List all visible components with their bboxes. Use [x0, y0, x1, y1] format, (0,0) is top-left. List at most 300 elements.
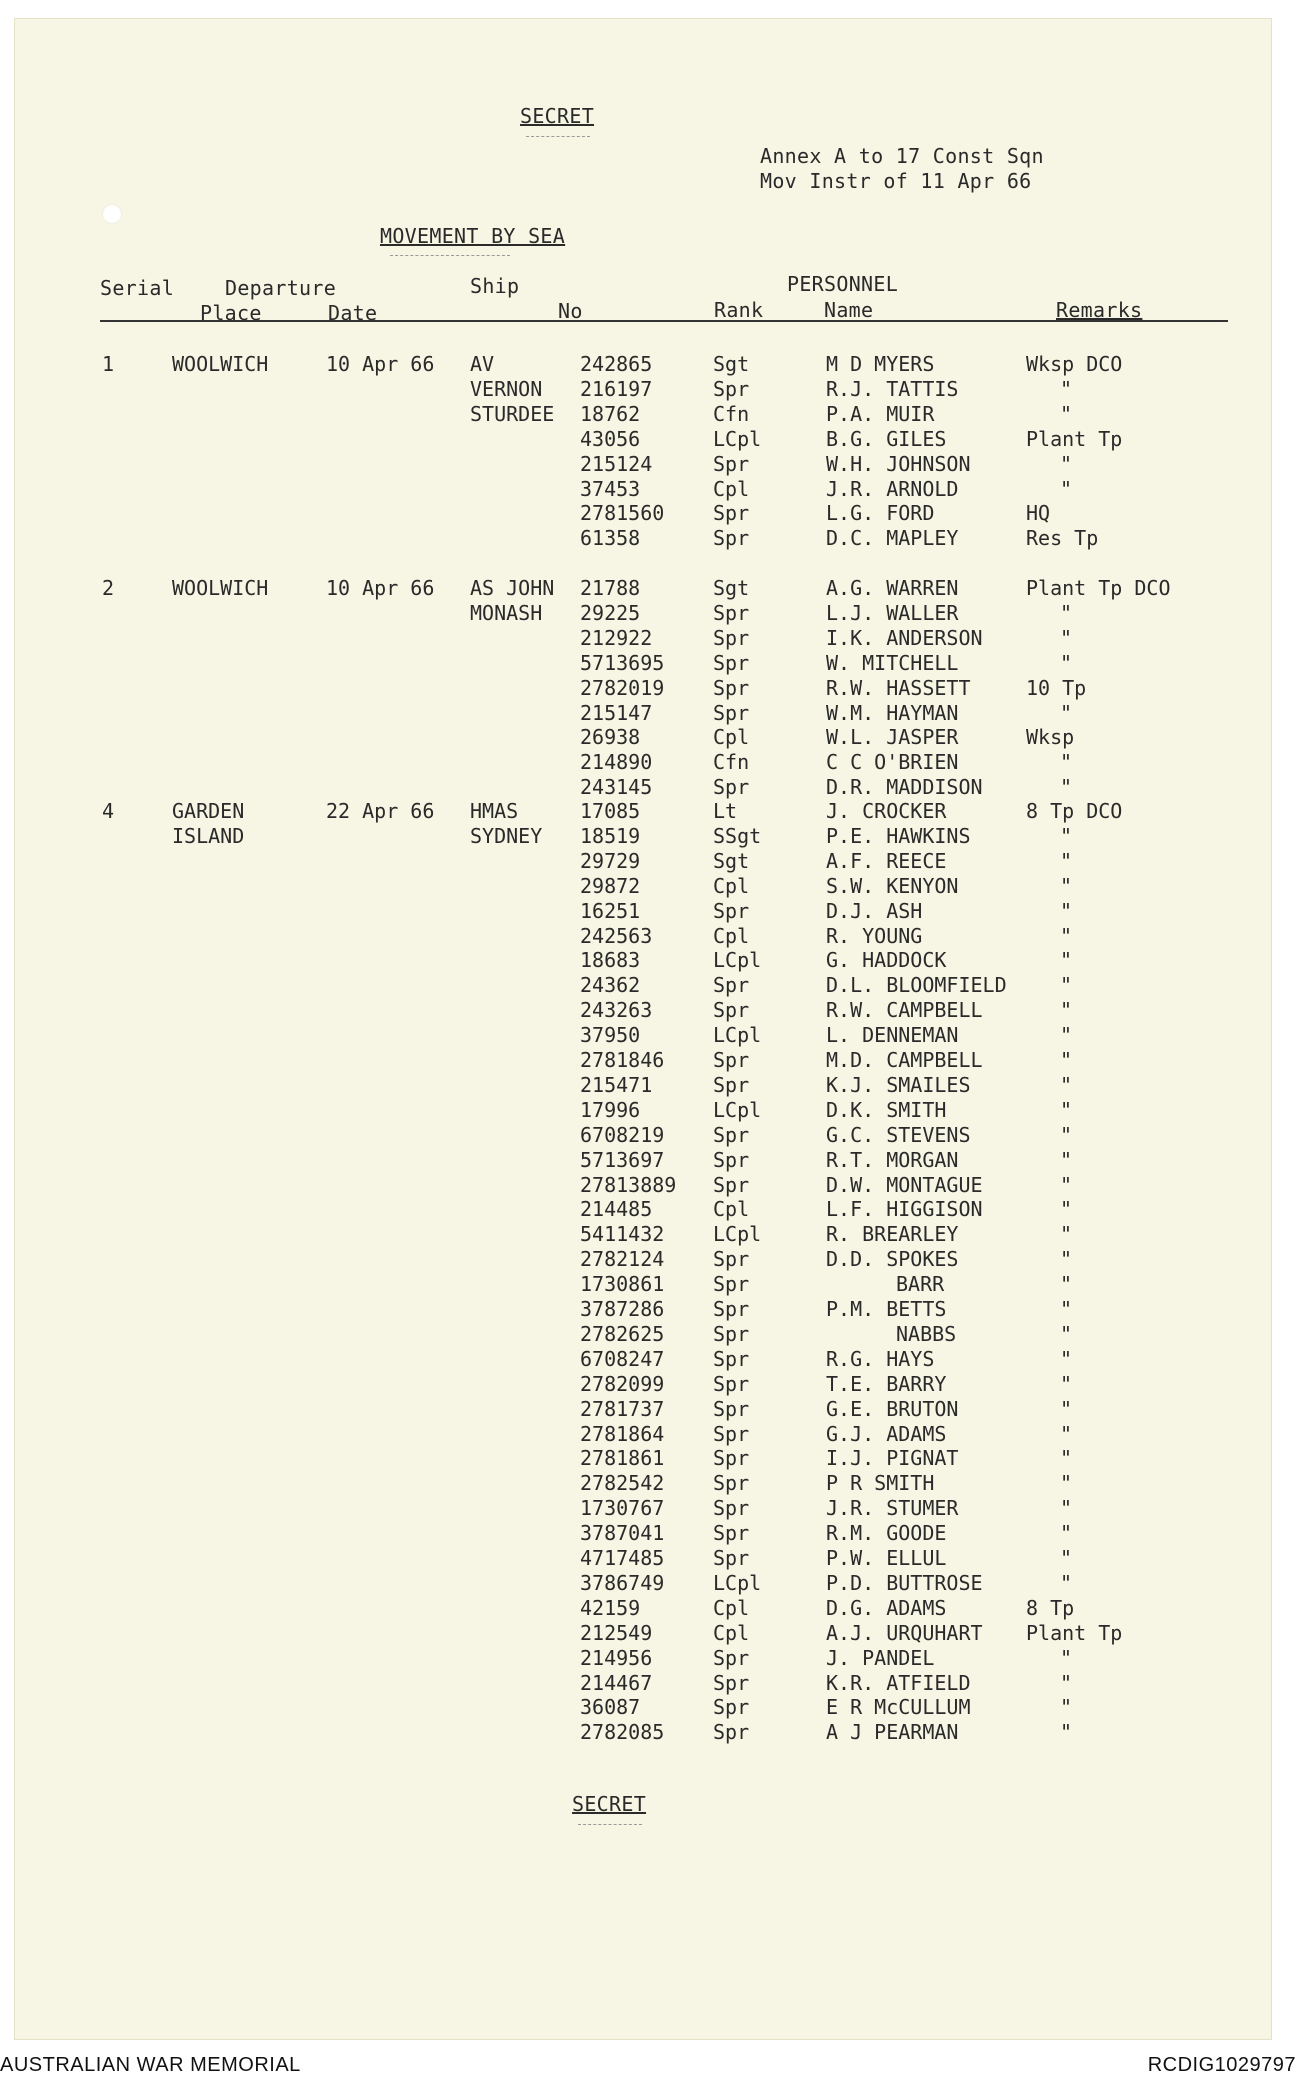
- person-name: D.R. MADDISON: [826, 775, 983, 800]
- table-row: [14, 849, 1272, 874]
- remarks: ": [1060, 848, 1073, 873]
- person-name: P R SMITH: [826, 1471, 935, 1496]
- rank: Sgt: [713, 352, 750, 376]
- service-number: 29225: [580, 600, 641, 625]
- rank: Spr: [713, 625, 750, 650]
- ship-name: STURDEE: [470, 401, 555, 426]
- table-row: [14, 1422, 1272, 1447]
- table-row: [14, 427, 1272, 452]
- rank: LCpl: [713, 1222, 762, 1247]
- person-name: J. CROCKER: [826, 799, 947, 823]
- table-row: [14, 1471, 1272, 1496]
- rank: Spr: [713, 898, 750, 923]
- table-row: [14, 1322, 1272, 1347]
- service-number: 2781737: [580, 1396, 665, 1421]
- table-row: [14, 1646, 1272, 1671]
- rank: LCpl: [713, 1097, 762, 1122]
- service-number: 243263: [580, 998, 653, 1023]
- rank: Spr: [713, 1048, 750, 1072]
- footer-record-id: RCDIG1029797: [1147, 2054, 1296, 2076]
- departure-place: WOOLWICH: [172, 576, 269, 600]
- person-name: A.F. REECE: [826, 848, 947, 873]
- rank: Spr: [713, 775, 750, 800]
- rank: Spr: [713, 1670, 750, 1695]
- service-number: 36087: [580, 1695, 641, 1720]
- table-row: [14, 899, 1272, 924]
- service-number: 3787286: [580, 1297, 665, 1321]
- remarks: ": [1060, 376, 1073, 401]
- table-row: [14, 626, 1272, 651]
- service-number: 37950: [580, 1023, 641, 1048]
- serial-number: 1: [102, 352, 115, 376]
- rank: LCpl: [713, 426, 762, 451]
- remarks: ": [1060, 1570, 1073, 1595]
- service-number: 26938: [580, 725, 641, 750]
- rank: Spr: [713, 1321, 750, 1346]
- col-personnel: PERSONNEL: [787, 272, 899, 296]
- person-name: J.R. ARNOLD: [826, 476, 959, 501]
- person-name: K.J. SMAILES: [826, 1072, 971, 1097]
- col-date: Date: [328, 301, 378, 325]
- service-number: 4717485: [580, 1546, 665, 1570]
- service-number: 3786749: [580, 1570, 665, 1595]
- person-name: W.L. JASPER: [826, 725, 959, 750]
- rank: Cpl: [713, 725, 750, 750]
- rank: Lt: [713, 799, 738, 823]
- table-row: [14, 799, 1272, 824]
- col-rank: Rank: [714, 298, 764, 322]
- table-row: [14, 1720, 1272, 1745]
- rank: Spr: [713, 998, 750, 1023]
- service-number: 5713695: [580, 650, 665, 675]
- divider: [578, 1824, 642, 1825]
- rank: Spr: [713, 1720, 750, 1745]
- service-number: 1730861: [580, 1272, 665, 1297]
- rank: Cpl: [713, 1595, 750, 1620]
- service-number: 18519: [580, 823, 641, 848]
- service-number: 27813889: [580, 1172, 677, 1197]
- service-number: 17085: [580, 799, 641, 823]
- service-number: 215124: [580, 451, 653, 476]
- service-number: 16251: [580, 898, 641, 923]
- rank: Spr: [713, 526, 750, 551]
- table-row: [14, 1596, 1272, 1621]
- remarks: Plant Tp DCO: [1026, 576, 1171, 600]
- table-row: [14, 1048, 1272, 1073]
- remarks: ": [1060, 1172, 1073, 1197]
- remarks: ": [1060, 1421, 1073, 1446]
- remarks: Plant Tp: [1026, 1620, 1123, 1645]
- person-name: A J PEARMAN: [826, 1720, 959, 1745]
- service-number: 37453: [580, 476, 641, 501]
- remarks: ": [1060, 1720, 1073, 1745]
- service-number: 6708219: [580, 1122, 665, 1147]
- person-name: L. DENNEMAN: [826, 1023, 959, 1048]
- remarks: ": [1060, 1396, 1073, 1421]
- table-row: [14, 824, 1272, 849]
- table-row: [14, 1546, 1272, 1571]
- table-row: [14, 1247, 1272, 1272]
- person-name: W.H. JOHNSON: [826, 451, 971, 476]
- service-number: 61358: [580, 526, 641, 551]
- service-number: 212922: [580, 625, 653, 650]
- table-row: [14, 1098, 1272, 1123]
- remarks: ": [1060, 1371, 1073, 1396]
- rank: LCpl: [713, 1023, 762, 1048]
- person-name: D.L. BLOOMFIELD: [826, 973, 1007, 998]
- service-number: 5411432: [580, 1222, 665, 1247]
- person-name: P.E. HAWKINS: [826, 823, 971, 848]
- col-place: Place: [200, 301, 262, 325]
- table-row: [14, 1123, 1272, 1148]
- person-name: T.E. BARRY: [826, 1371, 947, 1396]
- col-ship: Ship: [470, 274, 520, 298]
- remarks: 8 Tp: [1026, 1595, 1075, 1620]
- remarks: ": [1060, 1521, 1073, 1546]
- remarks: ": [1060, 1297, 1073, 1321]
- col-remarks: Remarks: [1056, 298, 1143, 322]
- person-name: P.A. MUIR: [826, 401, 935, 426]
- remarks: ": [1060, 1272, 1073, 1297]
- service-number: 1730767: [580, 1496, 665, 1521]
- rank: Spr: [713, 1695, 750, 1720]
- person-name: R. BREARLEY: [826, 1222, 959, 1247]
- remarks: ": [1060, 625, 1073, 650]
- remarks: ": [1060, 1670, 1073, 1695]
- table-row: [14, 1521, 1272, 1546]
- person-name: G.E. BRUTON: [826, 1396, 959, 1421]
- service-number: 214956: [580, 1645, 653, 1670]
- service-number: 2782542: [580, 1471, 665, 1496]
- service-number: 2781861: [580, 1446, 665, 1471]
- person-name: L.G. FORD: [826, 501, 935, 526]
- remarks: ": [1060, 998, 1073, 1023]
- table-row: [14, 1272, 1272, 1297]
- person-name: I.K. ANDERSON: [826, 625, 983, 650]
- rank: Cpl: [713, 923, 750, 948]
- remarks: ": [1060, 1496, 1073, 1521]
- page-title: MOVEMENT BY SEA: [380, 224, 566, 248]
- service-number: 42159: [580, 1595, 641, 1620]
- service-number: 242563: [580, 923, 653, 948]
- divider: [390, 255, 510, 256]
- remarks: ": [1060, 1546, 1073, 1570]
- remarks: ": [1060, 1048, 1073, 1072]
- rank: Spr: [713, 1371, 750, 1396]
- person-name: D.J. ASH: [826, 898, 923, 923]
- rank: Spr: [713, 1496, 750, 1521]
- header-rule: [100, 320, 1228, 322]
- rank: Spr: [713, 600, 750, 625]
- remarks: ": [1060, 1321, 1073, 1346]
- remarks: ": [1060, 898, 1073, 923]
- remarks: ": [1060, 873, 1073, 898]
- service-number: 243145: [580, 775, 653, 800]
- rank: Spr: [713, 700, 750, 725]
- service-number: 21788: [580, 576, 641, 600]
- service-number: 2782019: [580, 675, 665, 700]
- remarks: ": [1060, 775, 1073, 800]
- departure-place: GARDEN: [172, 799, 245, 823]
- remarks: ": [1060, 1222, 1073, 1247]
- remarks: ": [1060, 923, 1073, 948]
- person-name: J.R. STUMER: [826, 1496, 959, 1521]
- table-row: [14, 725, 1272, 750]
- remarks: ": [1060, 600, 1073, 625]
- table-row: [14, 1671, 1272, 1696]
- person-name: D.C. MAPLEY: [826, 526, 959, 551]
- rank: Sgt: [713, 848, 750, 873]
- service-number: 29872: [580, 873, 641, 898]
- remarks: ": [1060, 1645, 1073, 1670]
- remarks: 10 Tp: [1026, 675, 1087, 700]
- person-name: R.J. TATTIS: [826, 376, 959, 401]
- ship-name: AS JOHN: [470, 576, 555, 600]
- person-name: D.K. SMITH: [826, 1097, 947, 1122]
- document-page: [14, 18, 1272, 2040]
- person-name: M D MYERS: [826, 352, 935, 376]
- remarks: ": [1060, 451, 1073, 476]
- service-number: 6708247: [580, 1346, 665, 1371]
- divider: [526, 136, 590, 137]
- rank: Cpl: [713, 476, 750, 501]
- remarks: ": [1060, 823, 1073, 848]
- service-number: 3787041: [580, 1521, 665, 1546]
- remarks: ": [1060, 1147, 1073, 1172]
- table-row: [14, 477, 1272, 502]
- person-name: G.J. ADAMS: [826, 1421, 947, 1446]
- service-number: 2782625: [580, 1321, 665, 1346]
- col-name: Name: [824, 298, 874, 322]
- table-row: [14, 1695, 1272, 1720]
- person-name: I.J. PIGNAT: [826, 1446, 959, 1471]
- annex-line-2: Mov Instr of 11 Apr 66: [760, 169, 1032, 193]
- table-row: [14, 1372, 1272, 1397]
- person-name: R.T. MORGAN: [826, 1147, 959, 1172]
- service-number: 2781560: [580, 501, 665, 526]
- rank: Spr: [713, 1546, 750, 1570]
- rank: Spr: [713, 451, 750, 476]
- remarks: ": [1060, 1346, 1073, 1371]
- table-row: [14, 701, 1272, 726]
- service-number: 212549: [580, 1620, 653, 1645]
- col-departure: Departure: [225, 276, 337, 300]
- table-row: [14, 1297, 1272, 1322]
- ship-name: SYDNEY: [470, 823, 543, 848]
- rank: Spr: [713, 1122, 750, 1147]
- remarks: ": [1060, 1122, 1073, 1147]
- person-name: D.G. ADAMS: [826, 1595, 947, 1620]
- person-name: G.C. STEVENS: [826, 1122, 971, 1147]
- rank: Spr: [713, 973, 750, 998]
- serial-number: 4: [102, 799, 115, 823]
- person-name: A.G. WARREN: [826, 576, 959, 600]
- col-serial: Serial: [100, 276, 175, 300]
- table-row: [14, 948, 1272, 973]
- rank: Cpl: [713, 1197, 750, 1222]
- classification-bottom: SECRET: [572, 1792, 647, 1816]
- rank: Sgt: [713, 576, 750, 600]
- person-name: L.F. HIGGISON: [826, 1197, 983, 1222]
- annex-line-1: Annex A to 17 Const Sqn: [760, 144, 1044, 168]
- table-row: [14, 1073, 1272, 1098]
- service-number: 2782124: [580, 1247, 665, 1272]
- person-name: M.D. CAMPBELL: [826, 1048, 983, 1072]
- person-name: J. PANDEL: [826, 1645, 935, 1670]
- table-row: [14, 775, 1272, 800]
- rank: Cfn: [713, 401, 750, 426]
- departure-date: 22 Apr 66: [326, 799, 435, 823]
- rank: Spr: [713, 1297, 750, 1321]
- rank: Spr: [713, 1072, 750, 1097]
- remarks: ": [1060, 1097, 1073, 1122]
- person-name: P.W. ELLUL: [826, 1546, 947, 1570]
- person-name: NABBS: [896, 1321, 957, 1346]
- punch-hole: [102, 204, 122, 224]
- table-row: [14, 1397, 1272, 1422]
- remarks: ": [1060, 1072, 1073, 1097]
- table-row: [14, 1571, 1272, 1596]
- table-row: [14, 651, 1272, 676]
- remarks: 8 Tp DCO: [1026, 799, 1123, 823]
- table-row: [14, 352, 1272, 377]
- rank: Spr: [713, 1172, 750, 1197]
- person-name: E R McCULLUM: [826, 1695, 971, 1720]
- table-row: [14, 676, 1272, 701]
- table-row: [14, 452, 1272, 477]
- service-number: 2781846: [580, 1048, 665, 1072]
- ship-name: AV: [470, 352, 495, 376]
- person-name: R.G. HAYS: [826, 1346, 935, 1371]
- rank: Cpl: [713, 873, 750, 898]
- remarks: ": [1060, 1471, 1073, 1496]
- remarks: ": [1060, 948, 1073, 973]
- remarks: ": [1060, 650, 1073, 675]
- remarks: Wksp: [1026, 725, 1075, 750]
- person-name: S.W. KENYON: [826, 873, 959, 898]
- ship-name: VERNON: [470, 376, 543, 401]
- person-name: BARR: [896, 1272, 945, 1297]
- table-row: [14, 1023, 1272, 1048]
- service-number: 214890: [580, 750, 653, 775]
- service-number: 24362: [580, 973, 641, 998]
- table-row: [14, 1446, 1272, 1471]
- remarks: ": [1060, 1023, 1073, 1048]
- person-name: R.W. CAMPBELL: [826, 998, 983, 1023]
- footer-archive-name: AUSTRALIAN WAR MEMORIAL: [0, 2054, 301, 2076]
- rank: Spr: [713, 1272, 750, 1297]
- rank: Spr: [713, 650, 750, 675]
- remarks: ": [1060, 476, 1073, 501]
- table-row: [14, 924, 1272, 949]
- person-name: A.J. URQUHART: [826, 1620, 983, 1645]
- departure-date: 10 Apr 66: [326, 352, 435, 376]
- ship-name: HMAS: [470, 799, 519, 823]
- service-number: 18683: [580, 948, 641, 973]
- person-name: R.W. HASSETT: [826, 675, 971, 700]
- table-row: [14, 526, 1272, 551]
- service-number: 17996: [580, 1097, 641, 1122]
- col-no: No: [558, 299, 583, 323]
- table-row: [14, 576, 1272, 601]
- remarks: Plant Tp: [1026, 426, 1123, 451]
- table-row: [14, 874, 1272, 899]
- remarks: ": [1060, 401, 1073, 426]
- person-name: D.W. MONTAGUE: [826, 1172, 983, 1197]
- person-name: W. MITCHELL: [826, 650, 959, 675]
- rank: Cpl: [713, 1620, 750, 1645]
- table-row: [14, 1197, 1272, 1222]
- remarks: ": [1060, 1446, 1073, 1471]
- table-row: [14, 1173, 1272, 1198]
- rank: Spr: [713, 1471, 750, 1496]
- rank: Spr: [713, 1446, 750, 1471]
- person-name: L.J. WALLER: [826, 600, 959, 625]
- rank: Spr: [713, 1521, 750, 1546]
- person-name: G. HADDOCK: [826, 948, 947, 973]
- table-row: [14, 750, 1272, 775]
- table-row: [14, 973, 1272, 998]
- service-number: 214467: [580, 1670, 653, 1695]
- service-number: 2781864: [580, 1421, 665, 1446]
- rank: SSgt: [713, 823, 762, 848]
- table-row: [14, 1621, 1272, 1646]
- service-number: 18762: [580, 401, 641, 426]
- person-name: D.D. SPOKES: [826, 1247, 959, 1272]
- rank: Cfn: [713, 750, 750, 775]
- departure-date: 10 Apr 66: [326, 576, 435, 600]
- service-number: 242865: [580, 352, 653, 376]
- rank: Spr: [713, 1396, 750, 1421]
- remarks: Wksp DCO: [1026, 352, 1123, 376]
- table-row: [14, 1347, 1272, 1372]
- remarks: ": [1060, 1247, 1073, 1272]
- rank: Spr: [713, 1147, 750, 1172]
- person-name: P.M. BETTS: [826, 1297, 947, 1321]
- service-number: 216197: [580, 376, 653, 401]
- remarks: ": [1060, 1695, 1073, 1720]
- rank: Spr: [713, 1421, 750, 1446]
- service-number: 2782099: [580, 1371, 665, 1396]
- service-number: 214485: [580, 1197, 653, 1222]
- service-number: 43056: [580, 426, 641, 451]
- rank: Spr: [713, 501, 750, 526]
- table-row: [14, 377, 1272, 402]
- rank: Spr: [713, 1247, 750, 1272]
- table-row: [14, 998, 1272, 1023]
- person-name: P.D. BUTTROSE: [826, 1570, 983, 1595]
- person-name: C C O'BRIEN: [826, 750, 959, 775]
- service-number: 2782085: [580, 1720, 665, 1745]
- remarks: Res Tp: [1026, 526, 1099, 551]
- service-number: 29729: [580, 848, 641, 873]
- ship-name: MONASH: [470, 600, 543, 625]
- table-row: [14, 501, 1272, 526]
- classification-top: SECRET: [520, 104, 595, 128]
- service-number: 215147: [580, 700, 653, 725]
- rank: LCpl: [713, 948, 762, 973]
- rank: Spr: [713, 675, 750, 700]
- rank: LCpl: [713, 1570, 762, 1595]
- serial-number: 2: [102, 576, 115, 600]
- person-name: W.M. HAYMAN: [826, 700, 959, 725]
- remarks: ": [1060, 1197, 1073, 1222]
- remarks: ": [1060, 700, 1073, 725]
- departure-place: WOOLWICH: [172, 352, 269, 376]
- table-row: [14, 1222, 1272, 1247]
- table-row: [14, 601, 1272, 626]
- person-name: K.R. ATFIELD: [826, 1670, 971, 1695]
